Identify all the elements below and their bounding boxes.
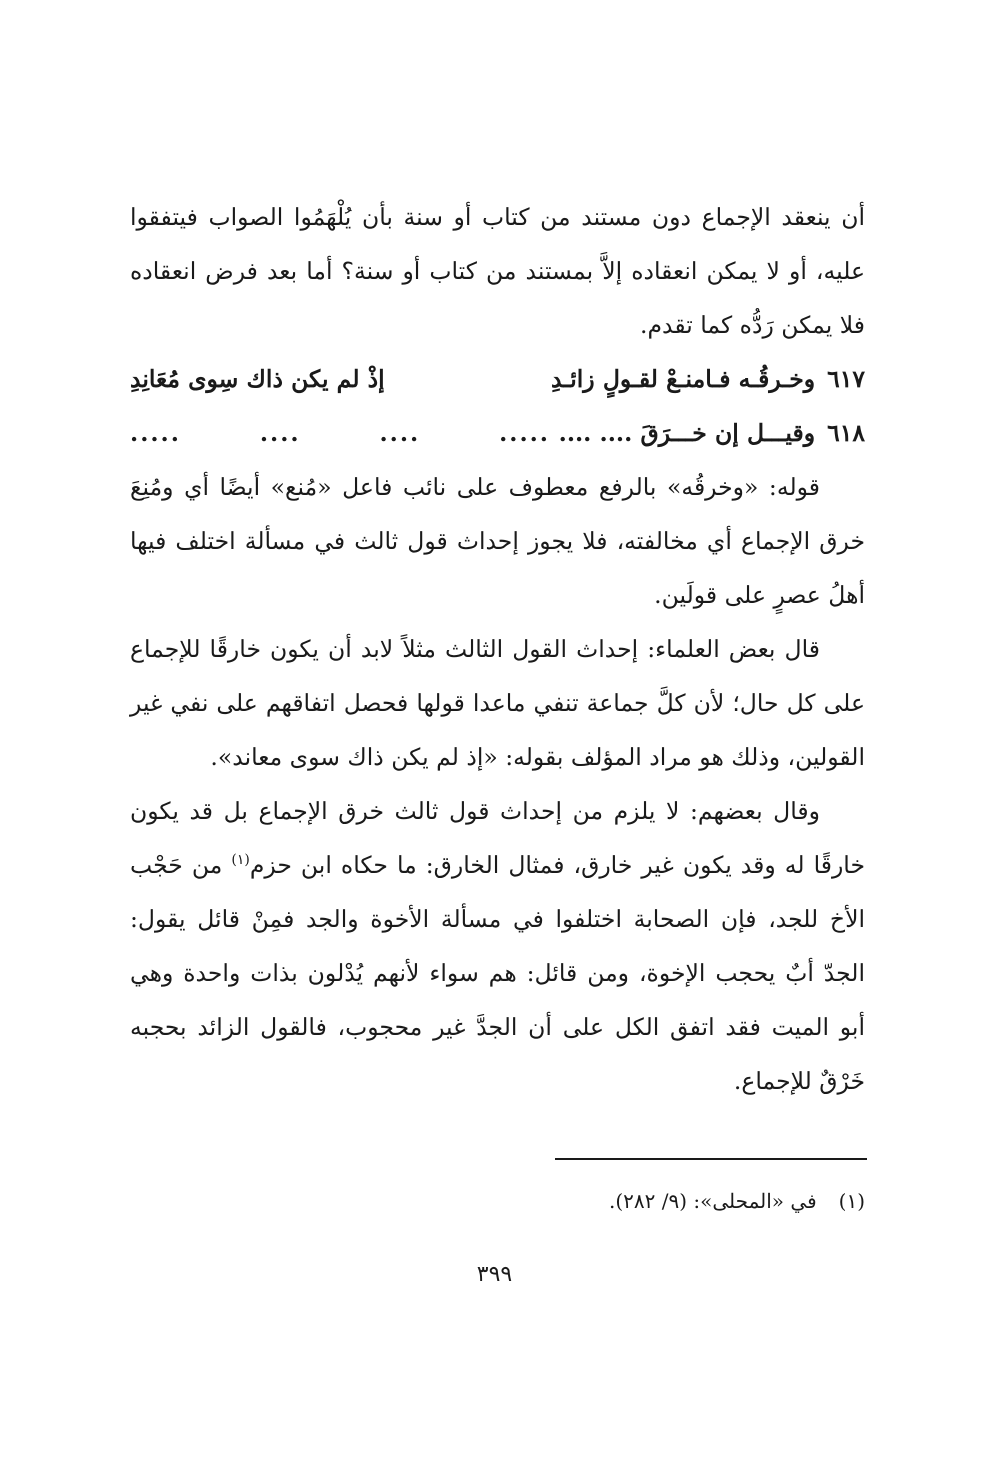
verse-618-ellipsis	[130, 406, 550, 460]
verse-617-first-half-text: وخـرقُـه فـامنـعْ لقـولٍ زائـدِ	[551, 365, 816, 393]
footnote-number: (١)	[838, 1189, 865, 1213]
paragraph-commentary: قوله: «وخرقُه» بالرفع معطوف على نائب فاعل «مُنع» أيضًا أي ومُنِعَ خرق الإجماع أي مخالفته، فلا يجوز إحداث قول ثالث في مسألة اختلف فيها أهلُ عصرٍ على قولَين.	[130, 473, 865, 609]
paragraph-scholars-view: قال بعض العلماء: إحداث القول الثالث مثلاً لابد أن يكون خارقًا للإجماع على كل حال؛ لأن كلَّ جماعة تنفي ماعدا قولها فحصل اتفاقهم على نفي غير القولين، وذلك هو مراد المؤلف بقوله: «إذ لم يكن ذاك سوى معاند».	[130, 635, 865, 771]
page-number: ٣٩٩	[476, 1262, 513, 1287]
footnote-text: في «المحلى»: (٩/ ٢٨٢).	[608, 1189, 817, 1213]
ellipsis-2: ....	[379, 419, 421, 447]
verse-618-first-half-text: وقيـــل إن خـــرَقَ .... ....	[558, 419, 816, 447]
verse-617	[130, 352, 865, 406]
verse-618	[130, 406, 865, 460]
footnote-divider	[555, 1158, 867, 1160]
verse-618-number: ٦١٨	[827, 419, 865, 447]
verse-617-first-half	[551, 352, 865, 406]
paragraph-other-view-part2: من حَجْب الأخ للجد، فإن الصحابة اختلفوا في مسألة الأخوة والجد فمِنْ قائل يقول: الجدّ أبٌ يحجب الإخوة، ومن قائل: هم سواء لأنهم يُدْلون بذات واحدة وهي أبو الميت فقد اتفق الكل على أن الجدَّ غير محجوب، فالقول الزائد بحجبه خَرْقٌ للإجماع.	[130, 851, 865, 1095]
ellipsis-1: .....	[499, 419, 550, 447]
ellipsis-3: ....	[259, 419, 301, 447]
footnote	[609, 1186, 865, 1216]
footnote-reference[interactable]: (١)	[231, 852, 250, 869]
paragraph-other-view-part1: وقال بعضهم: لا يلزم من إحداث قول ثالث خرق الإجماع بل قد يكون خارقًا له وقد يكون غير خارق، فمثال الخارق: ما حكاه ابن حزم	[130, 797, 865, 879]
paragraph-other-view	[130, 784, 865, 1108]
main-text-block	[130, 190, 865, 1108]
verse-618-first-half	[559, 406, 865, 460]
ellipsis-4: .....	[130, 419, 181, 447]
verse-617-number: ٦١٧	[827, 365, 865, 393]
paragraph-intro: أن ينعقد الإجماع دون مستند من كتاب أو سنة بأن يُلْهَمُوا الصواب فيتفقوا عليه، أو لا يمكن انعقاده إلاَّ بمستند من كتاب أو سنة؟ أما بعد فرض انعقاده فلا يمكن رَدُّه كما تقدم.	[130, 203, 865, 339]
verse-617-second-half: إذْ لم يكن ذاك سِوى مُعَانِدِ	[130, 365, 385, 393]
